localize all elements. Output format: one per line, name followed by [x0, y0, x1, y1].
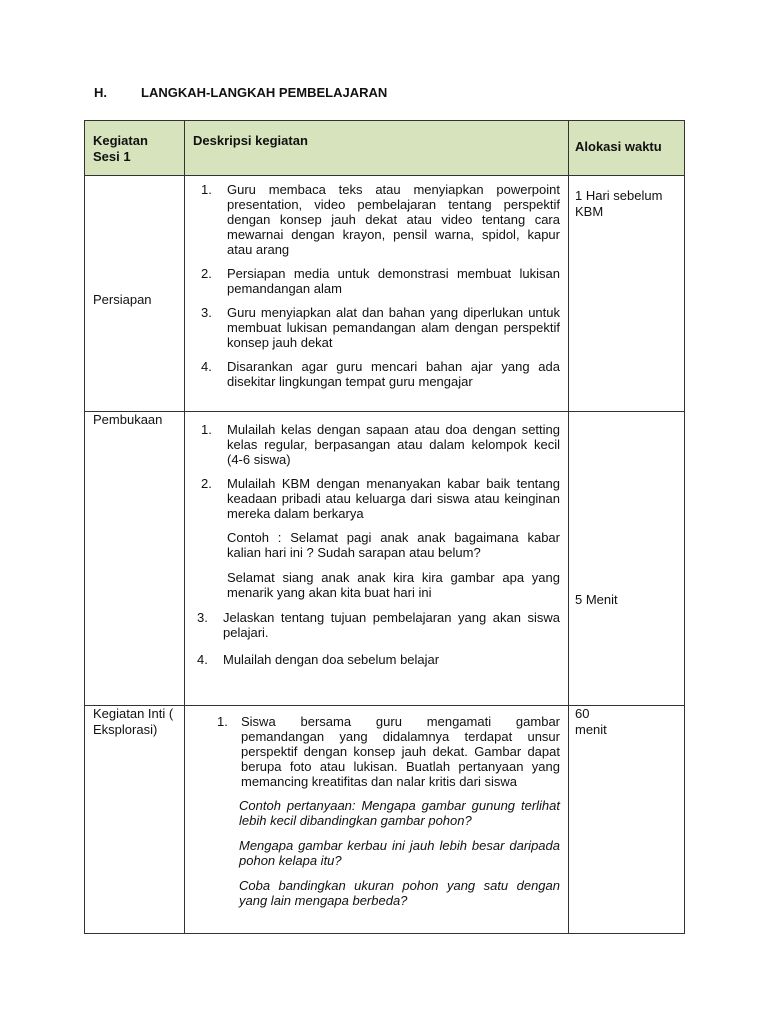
list-item: 2. Persiapan media untuk demonstrasi membuat lukisan pemandangan alam [201, 266, 560, 296]
header-activity: Kegiatan Sesi 1 [85, 121, 185, 176]
list-item: 1. Siswa bersama guru mengamati gambar pemandangan yang didalamnya terdapat unsur perspektif dengan konsep jauh dekat. Gambar dapat berupa foto atau lukisan. Buatlah pertanyaan yang memancing kreatifitas dan nalar kritis dari siswa [217, 714, 560, 789]
description-cell [185, 412, 569, 706]
table-row-pembukaan [85, 412, 685, 706]
activity-label: Persiapan [93, 292, 152, 307]
section-letter: H. [94, 85, 107, 100]
description-cell [185, 706, 569, 934]
table-row-persiapan [85, 176, 685, 412]
question-text: Mengapa gambar kerbau ini jauh lebih besar daripada pohon kelapa itu? [239, 838, 560, 868]
learning-steps-table [84, 120, 685, 934]
list-item: 4. Disarankan agar guru mencari bahan ajar yang ada disekitar lingkungan tempat guru mengajar [201, 359, 560, 389]
list-item: 2. Mulailah KBM dengan menanyakan kabar baik tentang keadaan pribadi atau keluarga dari siswa atau keinginan mereka dalam berkarya [201, 476, 560, 521]
example-text: Selamat siang anak anak kira kira gambar apa yang menarik yang akan kita buat hari ini [227, 570, 560, 600]
activity-cell [85, 412, 185, 706]
activity-cell [85, 706, 185, 934]
header-description: Deskripsi kegiatan [185, 121, 569, 176]
time-cell [569, 412, 685, 706]
time-cell [569, 176, 685, 412]
list-item: 1. Guru membaca teks atau menyiapkan powerpoint presentation, video pembelajaran tentang perspektif dengan konsep jauh dekat atau video tentang cara mewarnai dengan krayon, pensil warna, spidol, kapur atau arang [201, 182, 560, 257]
time-value: 1 Hari sebelum KBM [575, 188, 663, 219]
time-value: 60 menit [575, 706, 607, 737]
example-text: Contoh : Selamat pagi anak anak bagaimana kabar kalian hari ini ? Sudah sarapan atau belum? [227, 530, 560, 560]
activity-cell [85, 176, 185, 412]
activity-label: Pembukaan [93, 412, 163, 427]
activity-label: Kegiatan Inti ( Eksplorasi) [93, 706, 174, 737]
header-time: Alokasi waktu [569, 121, 685, 176]
section-title: LANGKAH-LANGKAH PEMBELAJARAN [141, 85, 388, 100]
table-row-kegiatan-inti [85, 706, 685, 934]
time-value: 5 Menit [575, 592, 618, 607]
section-heading [94, 85, 387, 100]
list-item: 4. Mulailah dengan doa sebelum belajar [197, 652, 440, 667]
table-header-row [85, 121, 685, 176]
question-text: Contoh pertanyaan: Mengapa gambar gunung terlihat lebih kecil dibandingkan gambar pohon? [239, 798, 560, 828]
list-item: 3. Jelaskan tentang tujuan pembelajaran yang akan siswa pelajari. [197, 610, 560, 640]
question-text: Coba bandingkan ukuran pohon yang satu dengan yang lain mengapa berbeda? [239, 878, 560, 908]
description-cell [185, 176, 569, 412]
list-item: 3. Guru menyiapkan alat dan bahan yang diperlukan untuk membuat lukisan pemandangan alam dengan perspektif konsep jauh dekat [201, 305, 560, 350]
list-item: 1. Mulailah kelas dengan sapaan atau doa dengan setting kelas regular, berpasangan atau dalam kelompok kecil (4-6 siswa) [201, 422, 560, 467]
time-cell [569, 706, 685, 934]
